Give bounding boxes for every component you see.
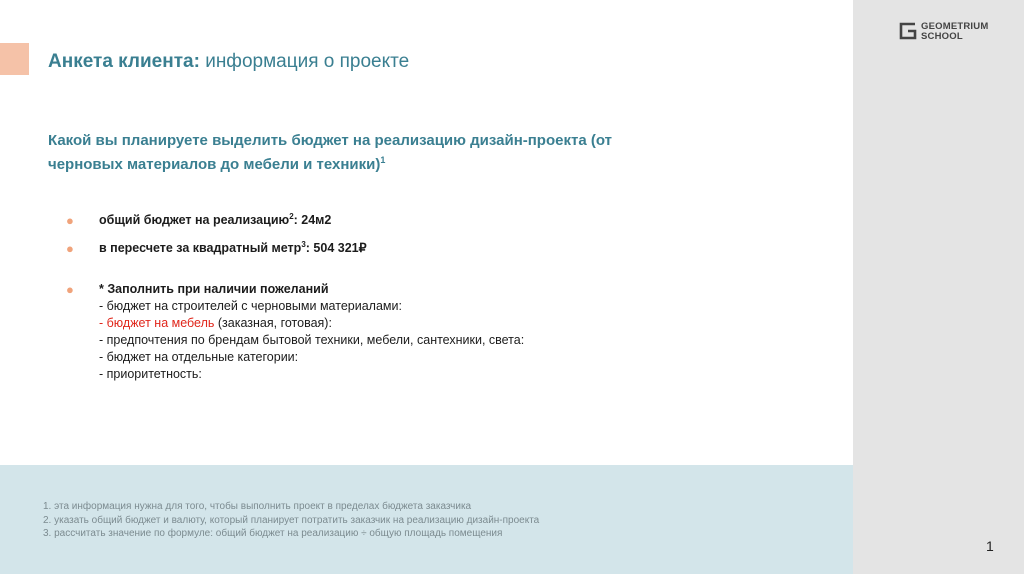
wishes-line-categories: - бюджет на отдельные категории: xyxy=(99,350,299,364)
logo xyxy=(899,20,1009,46)
budget-question xyxy=(48,129,688,177)
bullet-wishes xyxy=(66,281,666,383)
slide-title-bold: Анкета клиента: xyxy=(48,51,200,72)
bullet-wishes-heading: * Заполнить при наличии пожеланий xyxy=(99,282,329,296)
footnotes xyxy=(43,500,539,541)
logo-line-1: GEOMETRIUM xyxy=(921,21,989,32)
bullet-total-budget-value: : 24м2 xyxy=(293,213,332,227)
sidebar xyxy=(853,0,1024,574)
wishes-line-furniture xyxy=(99,315,666,332)
wishes-line-brands: - предпочтения по брендам бытовой техники, мебели, сантехники, света: xyxy=(99,333,525,347)
bullet-dot-icon: ● xyxy=(66,282,74,297)
bullet-per-sqm-label: в пересчете за квадратный метр xyxy=(99,241,302,255)
footnote-2: 2. указать общий бюджет и валюту, который планирует потратить заказчик на реализацию дизайн-проекта xyxy=(43,514,540,526)
bullet-total-budget xyxy=(66,212,666,229)
bullet-list xyxy=(66,212,666,383)
bullet-per-sqm xyxy=(66,240,666,257)
accent-block xyxy=(0,43,29,75)
wishes-furniture-highlight: - бюджет на мебель xyxy=(99,316,215,330)
wishes-line-priority: - приоритетность: xyxy=(99,367,202,381)
wishes-furniture-rest: (заказная, готовая): xyxy=(214,316,332,330)
page-number: 1 xyxy=(986,538,994,554)
geometrium-logo-icon xyxy=(899,22,917,40)
logo-line-2: SCHOOL xyxy=(921,31,963,42)
bullet-dot-icon: ● xyxy=(66,241,74,256)
slide-title-rest: информация о проекте xyxy=(199,51,410,72)
footnote-ref-2: 2 xyxy=(289,211,294,221)
bullet-dot-icon: ● xyxy=(66,213,74,228)
wishes-line-builders: - бюджет на строителей с черновыми материалами: xyxy=(99,299,402,313)
footnote-1: 1. эта информация нужна для того, чтобы выполнить проект в пределах бюджета заказчика xyxy=(43,501,472,512)
budget-question-text: Какой вы планируете выделить бюджет на реализацию дизайн-проекта (от черновых материалов до мебели и техники) xyxy=(48,132,612,173)
bullet-per-sqm-value: : 504 321₽ xyxy=(305,241,367,255)
footnote-3: 3. рассчитать значение по формуле: общий бюджет на реализацию ÷ общую площадь помещения xyxy=(43,528,503,539)
budget-question-footnote-ref: 1 xyxy=(380,155,386,165)
bullet-total-budget-label: общий бюджет на реализацию xyxy=(99,213,290,227)
footnote-ref-3: 3 xyxy=(301,239,306,249)
slide-title xyxy=(48,51,409,73)
logo-text xyxy=(921,22,988,42)
